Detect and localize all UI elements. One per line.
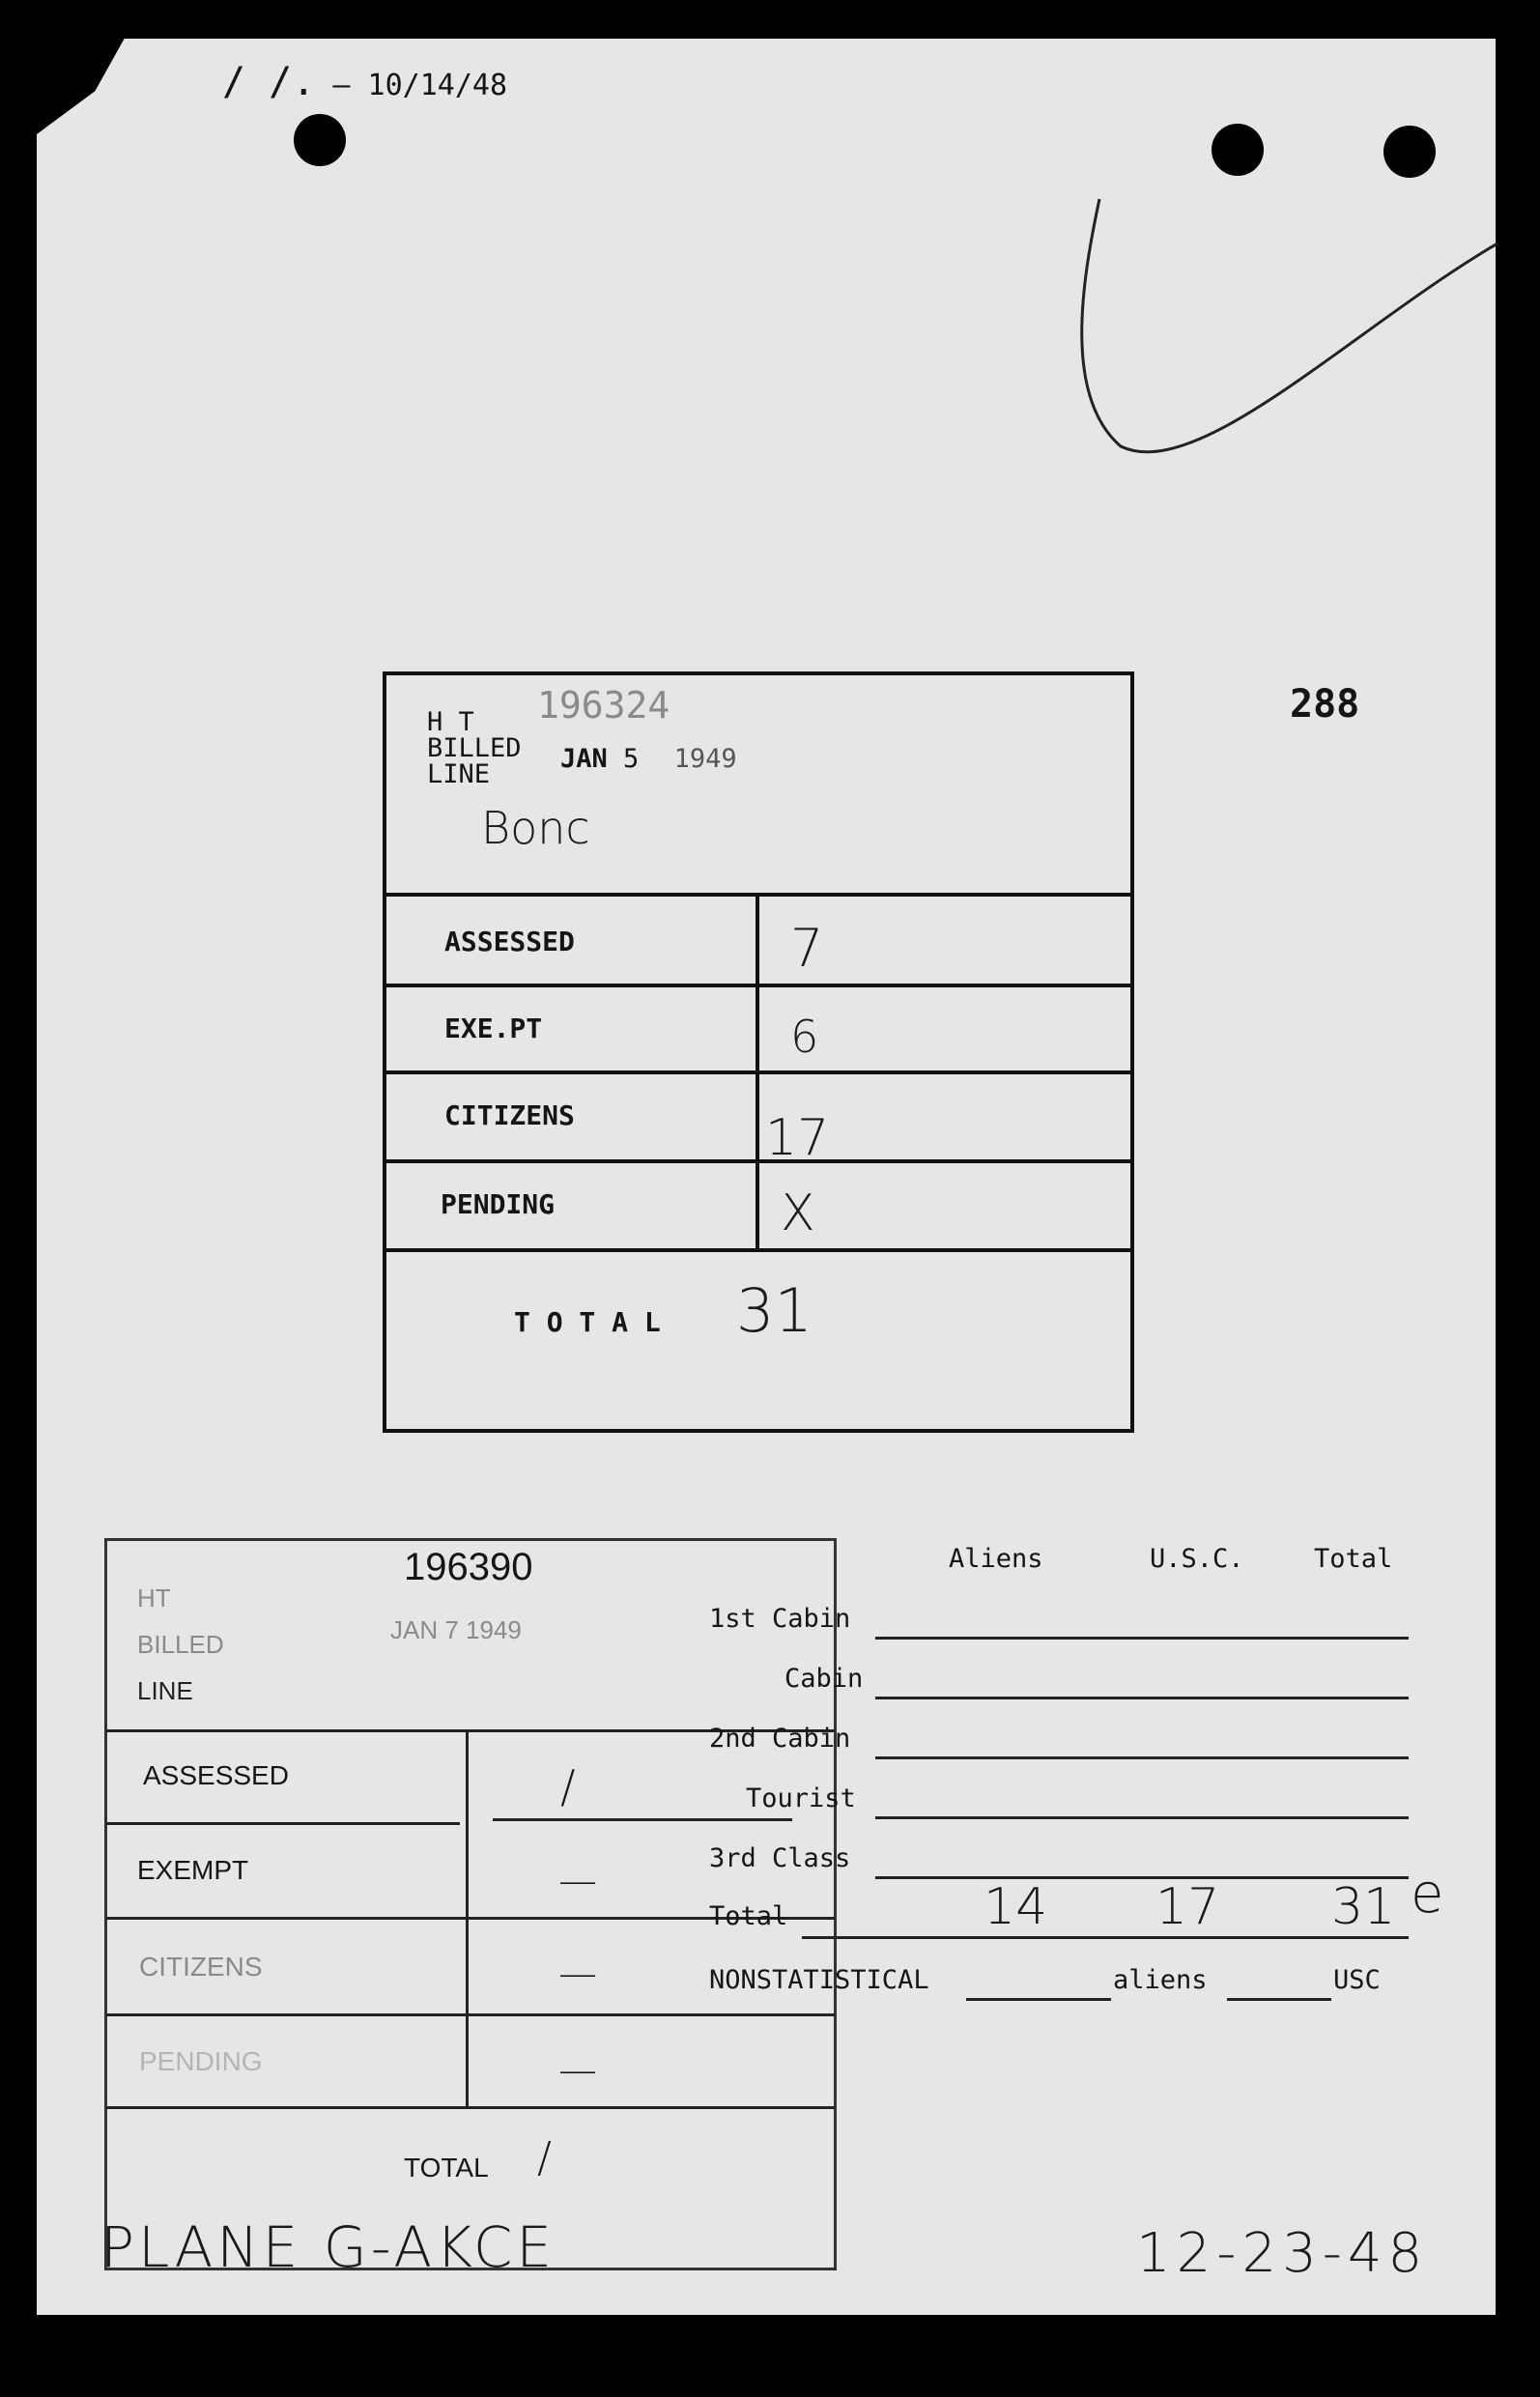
header-aliens: Aliens bbox=[949, 1544, 1043, 1574]
blank-line bbox=[875, 1816, 1409, 1819]
blank-line bbox=[875, 1876, 1409, 1879]
row-label-2nd-cabin: 2nd Cabin bbox=[709, 1724, 851, 1754]
column-divider bbox=[466, 1729, 469, 2108]
bottom-row-label-assessed: ASSESSED bbox=[143, 1760, 289, 1790]
nonstatistical-aliens-label: aliens bbox=[1113, 1965, 1208, 1995]
row-label-tourist: Tourist bbox=[746, 1783, 856, 1813]
top-row-value-citizens: 17 bbox=[765, 1109, 830, 1167]
top-row-label-exempt: EXE.PT bbox=[444, 1013, 543, 1044]
divider bbox=[106, 2013, 835, 2016]
top-row-label-pending: PENDING bbox=[441, 1188, 556, 1220]
punch-hole bbox=[1212, 124, 1264, 176]
column-divider bbox=[756, 893, 759, 1250]
plane-note: PLANE G-AKCE bbox=[100, 2214, 556, 2280]
row-label-1st-cabin: 1st Cabin bbox=[709, 1604, 851, 1634]
row-label-cabin: Cabin bbox=[784, 1664, 864, 1694]
total-mark: e bbox=[1411, 1863, 1444, 1926]
header-total: Total bbox=[1314, 1544, 1393, 1574]
bottom-row-label-exempt: EXEMPT bbox=[137, 1855, 249, 1885]
bottom-row-value-exempt: — bbox=[558, 1859, 597, 1903]
top-row-value-exempt: 6 bbox=[790, 1011, 819, 1063]
punch-hole bbox=[1383, 126, 1436, 178]
bottom-form-header-labels: HT BILLED LINE bbox=[137, 1584, 224, 1705]
bottom-stamp-date: JAN 7 1949 bbox=[390, 1615, 522, 1644]
header-usc: U.S.C. bbox=[1150, 1544, 1244, 1574]
blank-line bbox=[875, 1697, 1409, 1699]
nonstatistical-label: NONSTATISTICAL bbox=[709, 1965, 929, 1995]
total-aliens-value: 14 bbox=[984, 1878, 1048, 1936]
bottom-total-value: / bbox=[537, 2133, 552, 2183]
blank-line bbox=[802, 1936, 1409, 1939]
top-row-value-pending: X bbox=[781, 1184, 815, 1242]
footer-date-note: 12-23-48 bbox=[1136, 2222, 1429, 2285]
top-row-label-assessed: ASSESSED bbox=[444, 926, 575, 957]
row-label-total: Total bbox=[709, 1901, 788, 1931]
assessed-underline bbox=[493, 1818, 792, 1821]
bottom-row-label-citizens: CITIZENS bbox=[139, 1952, 263, 1982]
divider bbox=[106, 2106, 835, 2109]
bottom-row-value-assessed: / bbox=[560, 1760, 576, 1812]
blank-line bbox=[875, 1756, 1409, 1759]
total-total-value: 31 bbox=[1331, 1878, 1396, 1936]
bottom-row-value-citizens: — bbox=[558, 1952, 597, 1996]
pencil-curve bbox=[1063, 193, 1507, 464]
top-stamp-number: 196324 bbox=[537, 684, 670, 727]
row-label-3rd-class: 3rd Class bbox=[709, 1843, 851, 1873]
blank-line bbox=[875, 1637, 1409, 1640]
blank-line bbox=[966, 1998, 1111, 2001]
header-date-note: / /. – 10/14/48 bbox=[222, 60, 508, 104]
bottom-total-label: TOTAL bbox=[404, 2153, 489, 2183]
nonstatistical-usc-label: USC bbox=[1333, 1965, 1381, 1995]
top-total-value: 31 bbox=[736, 1275, 813, 1346]
blank-line bbox=[1227, 1998, 1331, 2001]
punch-hole bbox=[294, 114, 346, 166]
bottom-stamp-number: 196390 bbox=[404, 1546, 533, 1588]
bottom-row-value-pending: — bbox=[558, 2048, 597, 2093]
top-form-header-labels: H T BILLED LINE bbox=[427, 707, 522, 789]
top-row-label-citizens: CITIZENS bbox=[444, 1099, 575, 1131]
page-number: 288 bbox=[1290, 682, 1360, 727]
total-usc-value: 17 bbox=[1155, 1878, 1220, 1936]
top-total-label: T O T A L bbox=[514, 1306, 661, 1338]
bottom-row-label-pending: PENDING bbox=[139, 2046, 263, 2076]
top-stamp-date: JAN 5 1949 bbox=[560, 744, 737, 774]
top-line-value: Bonc bbox=[481, 802, 590, 854]
divider bbox=[106, 1822, 460, 1825]
top-row-value-assessed: 7 bbox=[790, 918, 824, 979]
